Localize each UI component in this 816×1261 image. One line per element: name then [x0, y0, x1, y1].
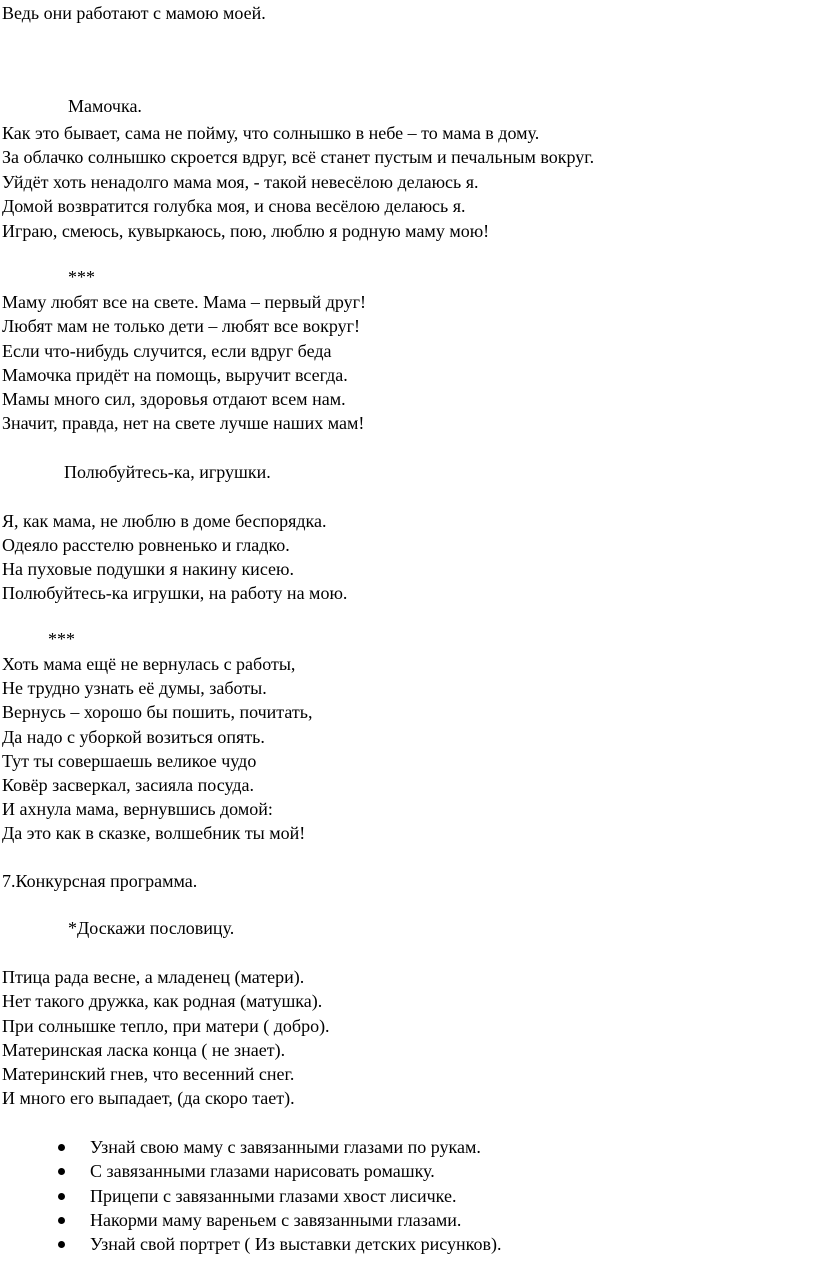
- poem4-line: И ахнула мама, вернувшись домой:: [2, 799, 273, 819]
- intro-line: Ведь они работают с мамою моей.: [2, 3, 266, 23]
- poem2-line: Мамочка придёт на помощь, выручит всегда.: [2, 365, 348, 385]
- poem4-line: Да это как в сказке, волшебник ты мой!: [2, 823, 306, 843]
- poem4-line: Да надо с уборкой возиться опять.: [2, 727, 265, 747]
- poem3-line: Одеяло расстелю ровненько и гладко.: [2, 535, 290, 555]
- poem4-line: Вернусь – хорошо бы пошить, почитать,: [2, 702, 313, 722]
- proverb-line: Материнская ласка конца ( не знает).: [2, 1040, 286, 1060]
- poem2-line: Маму любят все на свете. Мама – первый друг!: [2, 292, 367, 312]
- poem1-title: Мамочка.: [68, 96, 142, 116]
- list-item-text: Прицепи с завязанными глазами хвост лисичке.: [90, 1186, 457, 1206]
- list-item-text: С завязанными глазами нарисовать ромашку.: [90, 1161, 435, 1181]
- bullet-icon: [58, 1144, 65, 1151]
- bullet-icon: [58, 1217, 65, 1224]
- poem2-line: Мамы много сил, здоровья отдают всем нам.: [2, 389, 346, 409]
- poem3-line: На пуховые подушки я накину кисею.: [2, 559, 294, 579]
- poem1-line: Как это бывает, сама не пойму, что солнышко в небе – то мама в дому.: [2, 123, 540, 143]
- proverb-line: При солнышке тепло, при матери ( добро).: [2, 1016, 330, 1036]
- poem2-line: Значит, правда, нет на свете лучше наших мам!: [2, 413, 365, 433]
- poem3-line: Полюбуйтесь-ка игрушки, на работу на мою.: [2, 583, 348, 603]
- poem3-title: Полюбуйтесь-ка, игрушки.: [64, 462, 271, 482]
- proverb-line: И много его выпадает, (да скоро тает).: [2, 1088, 295, 1108]
- poem4-line: Тут ты совершаешь великое чудо: [2, 751, 257, 771]
- poem4-line: Хоть мама ещё не вернулась с работы,: [2, 654, 296, 674]
- poem1-line: Уйдёт хоть ненадолго мама моя, - такой невесёлою делаюсь я.: [2, 172, 479, 192]
- list-item-text: Узнай свою маму с завязанными глазами по рукам.: [90, 1137, 481, 1157]
- poem4-line: Ковёр засверкал, засияла посуда.: [2, 775, 254, 795]
- section7-subheading: *Доскажи пословицу.: [68, 918, 235, 938]
- poem2-title: ***: [68, 267, 95, 287]
- poem4-line: Не трудно узнать её думы, заботы.: [2, 678, 267, 698]
- proverb-line: Материнский гнев, что весенний снег.: [2, 1064, 295, 1084]
- bullet-icon: [58, 1168, 65, 1175]
- section7-heading: 7.Конкурсная программа.: [2, 871, 198, 891]
- poem1-line: Домой возвратится голубка моя, и снова весёлою делаюсь я.: [2, 196, 466, 216]
- poem1-line: За облачко солнышко скроется вдруг, всё станет пустым и печальным вокруг.: [2, 147, 595, 167]
- list-item-text: Узнай свой портрет ( Из выставки детских рисунков).: [90, 1234, 502, 1254]
- poem4-title: ***: [48, 629, 75, 649]
- poem1-line: Играю, смеюсь, кувыркаюсь, пою, люблю я родную маму мою!: [2, 221, 490, 241]
- poem3-line: Я, как мама, не люблю в доме беспорядка.: [2, 511, 327, 531]
- poem2-line: Если что-нибудь случится, если вдруг беда: [2, 341, 332, 361]
- bullet-icon: [58, 1193, 65, 1200]
- proverb-line: Нет такого дружка, как родная (матушка).: [2, 991, 323, 1011]
- bullet-icon: [58, 1241, 65, 1248]
- proverb-line: Птица рада весне, а младенец (матери).: [2, 967, 305, 987]
- list-item-text: Накорми маму вареньем с завязанными глазами.: [90, 1210, 462, 1230]
- poem2-line: Любят мам не только дети – любят все вокруг!: [2, 316, 360, 336]
